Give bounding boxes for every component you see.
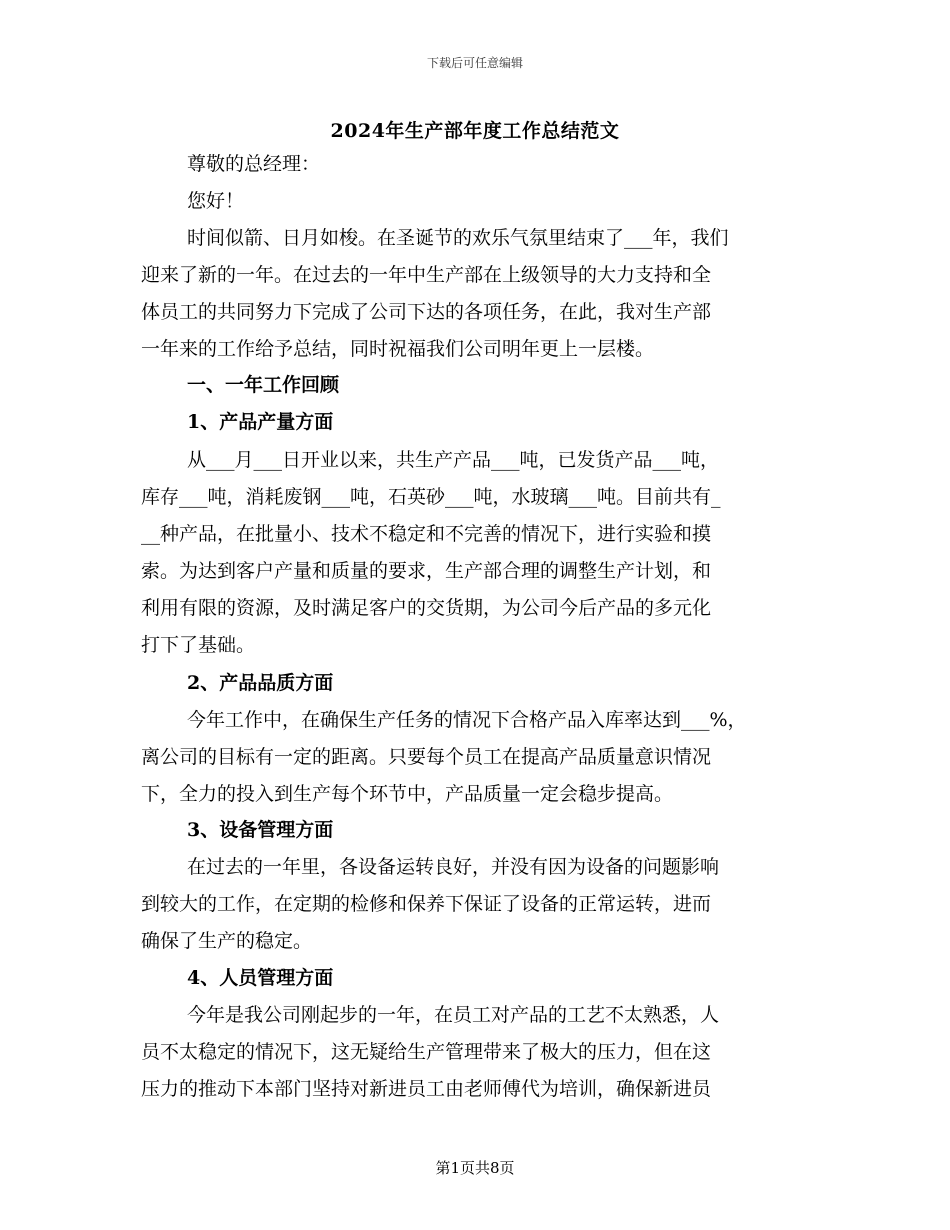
text-line: 今年工作中，在确保生产任务的情况下合格产品入库率达到___%， [187, 709, 747, 731]
greeting [141, 183, 811, 220]
page-footer: 第1页共8页 [435, 1159, 515, 1177]
text-line: 下，全力的投入到生产每个环节中，产品质量一定会稳步提高。 [141, 783, 674, 805]
text-line: 库存___吨，消耗废钢___吨，石英砂___吨，水玻璃___吨。目前共有_ [141, 486, 721, 508]
section-heading [141, 367, 811, 404]
text-line: 一年来的工作给予总结，同时祝福我们公司明年更上一层楼。 [141, 338, 655, 360]
subheading-personnel-management [141, 960, 811, 997]
text-line: 体员工的共同努力下完成了公司下达的各项任务，在此，我对生产部 [141, 301, 712, 323]
product-quality-paragraph [141, 702, 811, 813]
text-line: 在过去的一年里，各设备运转良好，并没有因为设备的问题影响 [187, 856, 720, 878]
text-line: __种产品，在批量小、技术不稳定和不完善的情况下，进行实验和摸 [141, 523, 712, 545]
text-line: 员不太稳定的情况下，这无疑给生产管理带来了极大的压力，但在这 [141, 1041, 712, 1063]
heading-text: 2、产品品质方面 [187, 672, 334, 694]
heading-text: 3、设备管理方面 [187, 819, 334, 841]
header-note: 下载后可任意编辑 [426, 56, 523, 70]
heading-text: 4、人员管理方面 [187, 967, 334, 989]
text-line: 压力的推动下本部门坚持对新进员工由老师傅代为培训，确保新进员 [141, 1078, 712, 1100]
intro-paragraph [141, 220, 811, 368]
production-output-paragraph [141, 442, 811, 664]
text-line: 迎来了新的一年。在过去的一年中生产部在上级领导的大力支持和全 [141, 264, 712, 286]
subheading-equipment-management [141, 812, 811, 849]
text-line: 索。为达到客户产量和质量的要求，生产部合理的调整生产计划，和 [141, 560, 712, 582]
heading-text: 1、产品产量方面 [187, 411, 334, 433]
text-line: 从___月___日开业以来，共生产产品___吨，已发货产品___吨， [187, 449, 720, 471]
text-line: 离公司的目标有一定的距离。只要每个员工在提高产品质量意识情况 [141, 746, 712, 768]
subheading-production-output [141, 404, 811, 441]
text-line: 打下了基础。 [141, 634, 256, 656]
text-line: 时间似箭、日月如梭。在圣诞节的欢乐气氛里结束了___年，我们 [187, 227, 729, 249]
equipment-management-paragraph [141, 849, 811, 960]
text-line: 利用有限的资源，及时满足客户的交货期，为公司今后产品的多元化 [141, 597, 712, 619]
subheading-product-quality [141, 665, 811, 702]
personnel-management-paragraph [141, 997, 811, 1108]
text-line: 到较大的工作，在定期的检修和保养下保证了设备的正常运转，进而 [141, 893, 712, 915]
text-line: 确保了生产的稳定。 [141, 930, 313, 952]
salutation [141, 146, 811, 183]
document-title: 2024年生产部年度工作总结范文 [330, 120, 620, 142]
text-line: 您好！ [187, 190, 245, 212]
text-line: 今年是我公司刚起步的一年，在员工对产品的工艺不太熟悉，人 [187, 1004, 720, 1026]
heading-text: 一、一年工作回顾 [187, 374, 340, 396]
text-line: 尊敬的总经理： [187, 153, 321, 175]
